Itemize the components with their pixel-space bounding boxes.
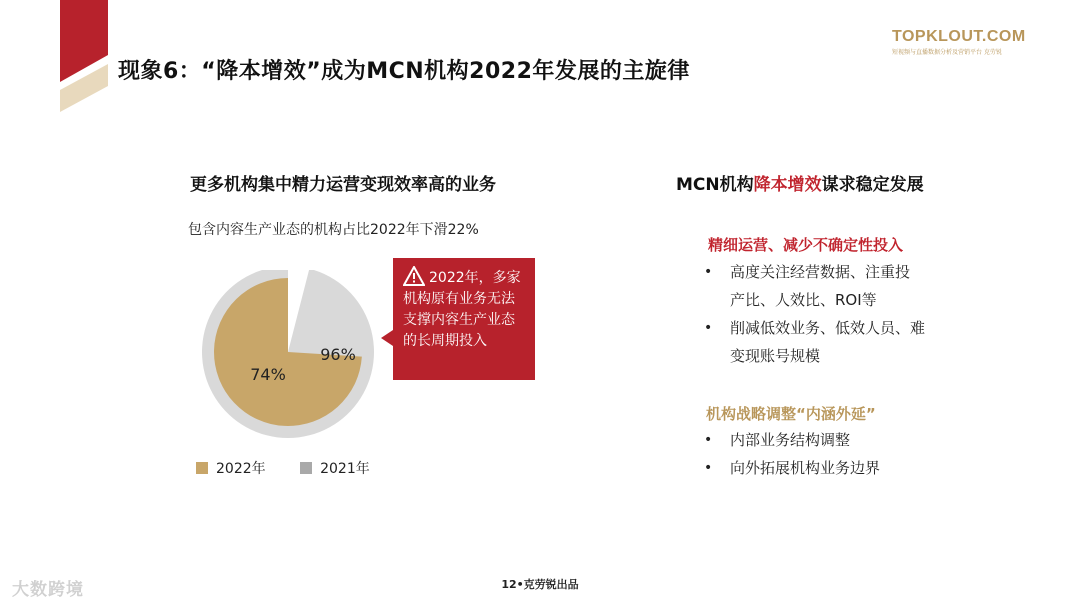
watermark: 大数跨境: [12, 580, 84, 600]
data-label-2022: 74%: [250, 365, 286, 384]
page-title: 现象6：“降本增效”成为MCN机构2022年发展的主旋律: [118, 59, 690, 84]
data-label-2021: 96%: [320, 345, 356, 364]
list-item: [704, 314, 930, 370]
left-subheading: 包含内容生产业态的机构占比2022年下滑22%: [188, 222, 479, 238]
section1-title: 精细运营、减少不确定性投入: [708, 236, 904, 254]
list-item-text: 内部业务结构调整: [730, 431, 851, 449]
pie-chart: [200, 270, 380, 440]
logo-text: TOPKLOUT.COM: [892, 28, 1026, 45]
right-heading-highlight: 降本增效: [753, 175, 822, 195]
right-heading-prefix: MCN机构: [676, 175, 754, 195]
list-item: [704, 426, 880, 454]
brand-logo: [892, 28, 1026, 56]
section2-list: [704, 426, 880, 482]
page-footer: 12•克劳锐出品: [501, 578, 579, 591]
section1-list: [704, 258, 930, 370]
corner-decoration: [60, 0, 108, 115]
list-item-text: 向外拓展机构业务边界: [730, 459, 881, 477]
right-heading-suffix: 谋求稳定发展: [821, 175, 924, 195]
list-item: [704, 258, 910, 314]
list-item: [704, 454, 880, 482]
legend-label: 2022年: [216, 461, 266, 477]
warning-icon: [403, 266, 425, 286]
legend-swatch: [300, 462, 312, 474]
legend-label: 2021年: [320, 461, 370, 477]
legend-item-2022: [196, 458, 266, 478]
logo-subtext: 短视频与直播数据分析及营销平台 克劳锐: [892, 49, 1002, 56]
right-heading: [676, 170, 924, 195]
legend-swatch: [196, 462, 208, 474]
list-item-text: 削减低效业务、低效人员、难变现账号规模: [730, 319, 926, 365]
callout-pointer: [381, 330, 393, 346]
legend-item-2021: [300, 458, 370, 478]
left-heading: 更多机构集中精力运营变现效率高的业务: [190, 175, 496, 195]
callout-text: 2022年，多家机构原有业务无法支撑内容生产业态的长周期投入: [403, 270, 521, 349]
callout-box: [393, 258, 535, 380]
chart-legend: [196, 458, 400, 478]
list-item-text: 高度关注经营数据、注重投产比、人效比、ROI等: [730, 263, 911, 309]
section2-title: 机构战略调整“内涵外延”: [706, 405, 876, 423]
